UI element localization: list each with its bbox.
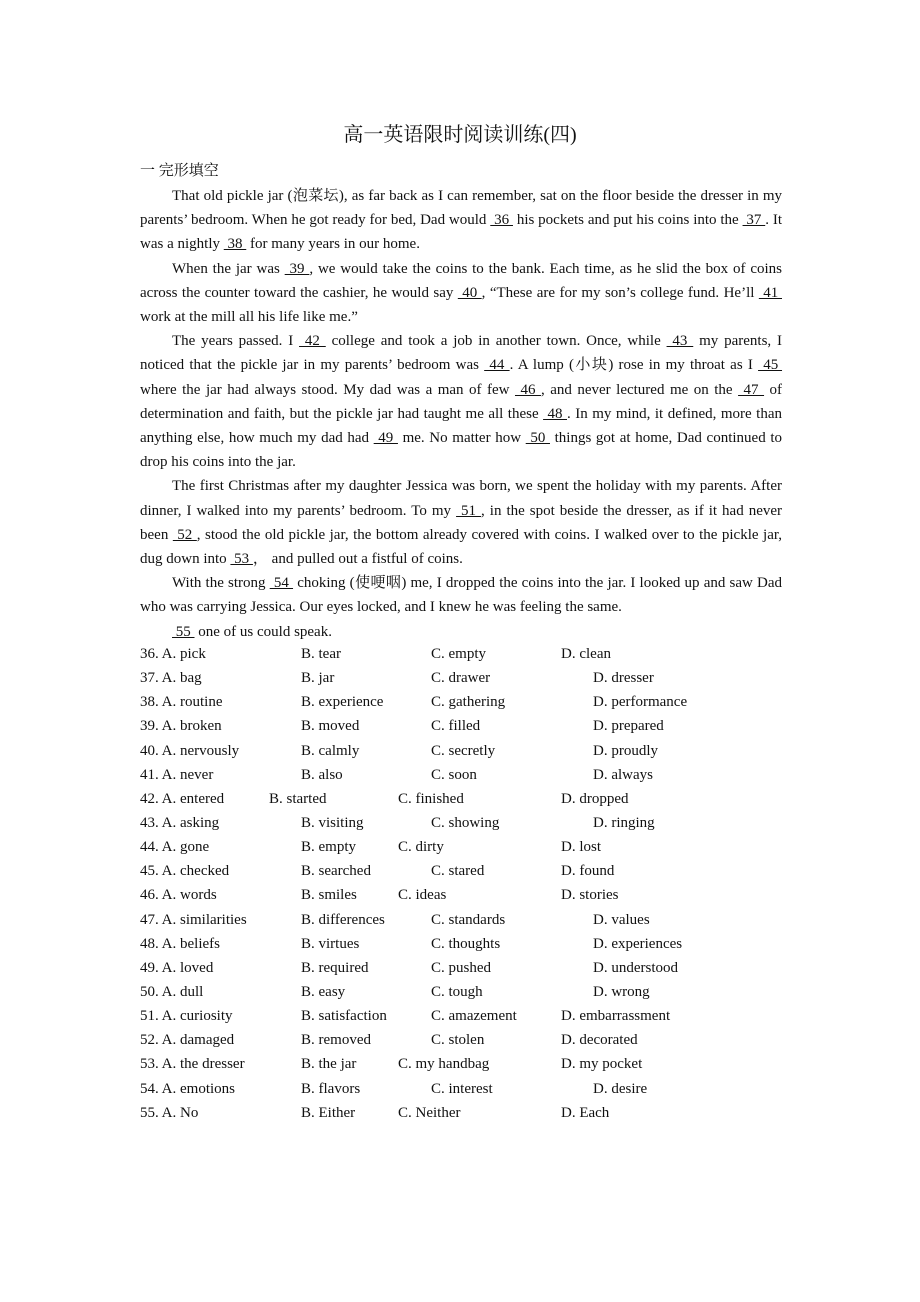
passage-text: one of us could speak. <box>194 623 332 640</box>
option-b: B. smiles <box>301 887 357 904</box>
option-b: B. differences <box>301 911 385 928</box>
option-d: D. experiences <box>593 935 683 952</box>
option-a: 40. A. nervously <box>140 742 240 759</box>
option-a: 43. A. asking <box>140 814 220 831</box>
option-b: B. jar <box>301 670 335 687</box>
option-b: B. the jar <box>301 1056 357 1073</box>
option-b: B. tear <box>301 646 341 662</box>
passage-paragraph <box>140 620 782 644</box>
option-a: 47. A. similarities <box>140 911 247 928</box>
option-b: B. experience <box>301 694 384 711</box>
option-b: B. removed <box>301 1032 371 1049</box>
option-d: D. proudly <box>593 742 658 759</box>
option-row <box>140 666 780 690</box>
answer-blank: 51 <box>456 502 482 519</box>
option-c: C. soon <box>431 766 477 783</box>
option-d: D. values <box>593 911 650 928</box>
option-c: C. Neither <box>398 1104 461 1121</box>
option-row <box>140 1101 780 1125</box>
option-row <box>140 1028 780 1052</box>
passage-text: With the strong <box>172 575 270 592</box>
option-d: D. embarrassment <box>561 1008 671 1025</box>
option-d: D. ringing <box>593 814 655 831</box>
answer-blank: 55 <box>172 623 195 640</box>
option-a: 51. A. curiosity <box>140 1008 233 1025</box>
option-d: D. decorated <box>561 1032 638 1049</box>
answer-blank: 39 <box>284 260 310 277</box>
passage-paragraph <box>140 329 782 474</box>
option-a: 55. A. No <box>140 1104 199 1121</box>
passage-text: ， and pulled out a fistful of coins. <box>252 551 463 568</box>
option-a: 53. A. the dresser <box>140 1056 245 1073</box>
option-a: 37. A. bag <box>140 670 202 687</box>
option-c: C. empty <box>431 646 486 662</box>
option-a: 38. A. routine <box>140 694 223 711</box>
option-c: C. amazement <box>431 1008 517 1025</box>
passage-text: my parents, I noticed that the pickle jar in my parents’ bedroom was <box>140 333 782 374</box>
answer-blank: 38 <box>223 236 247 253</box>
passage-text: work at the mill all his life like me.” <box>140 309 358 326</box>
answer-blank: 53 <box>230 551 253 568</box>
passage-text: of determination and faith, but the pickle jar had taught me all these <box>140 381 783 422</box>
option-row <box>140 980 780 1004</box>
option-b: B. required <box>301 959 369 976</box>
answer-blank: 54 <box>269 575 294 592</box>
option-b: B. started <box>269 790 327 807</box>
option-d: D. stories <box>561 887 619 904</box>
passage-text: . In my mind, it defined, more than anything else, how much my dad had <box>140 405 782 447</box>
option-d: D. clean <box>561 646 611 662</box>
answer-blank: 46 <box>514 381 541 398</box>
passage-text: . A lump (小块) rose in my throat as I <box>509 357 759 374</box>
option-d: D. Each <box>561 1104 610 1121</box>
passage-paragraph <box>140 571 782 619</box>
option-a: 48. A. beliefs <box>140 935 220 952</box>
option-row <box>140 932 780 956</box>
passage-text: things got at home, Dad continued to drop his coins into the jar. <box>140 430 782 471</box>
answer-blank: 40 <box>457 284 482 301</box>
passage-text: The years passed. I <box>172 333 300 350</box>
option-c: C. drawer <box>431 670 491 687</box>
option-b: B. flavors <box>301 1080 361 1097</box>
option-row <box>140 642 780 666</box>
option-b: B. Either <box>301 1104 356 1121</box>
passage-text: . It was a nightly <box>140 212 782 253</box>
option-d: D. dresser <box>593 670 654 687</box>
option-b: B. satisfaction <box>301 1008 387 1025</box>
option-a: 39. A. broken <box>140 718 222 735</box>
option-row <box>140 787 780 811</box>
passage-text: , we would take the coins to the bank. Each time, as he slid the box of coins across the counter toward the cashier, he would say <box>140 260 782 301</box>
option-d: D. dropped <box>561 790 629 807</box>
answer-blank: 52 <box>172 526 197 543</box>
answer-blank: 44 <box>484 357 510 374</box>
passage-text: for many years in our home. <box>246 236 420 253</box>
answer-blank: 36 <box>490 212 513 229</box>
passage-text: When the jar was <box>172 260 285 277</box>
option-d: D. always <box>593 766 653 783</box>
passage-text: where the jar had always stood. My dad was a man of few <box>140 381 515 398</box>
passage-paragraph <box>140 257 782 330</box>
option-a: 41. A. never <box>140 766 214 783</box>
passage-text: , and never lectured me on the <box>540 381 739 398</box>
option-a: 44. A. gone <box>140 839 210 856</box>
option-row <box>140 1004 780 1028</box>
answer-blank: 42 <box>299 333 326 350</box>
option-d: D. performance <box>593 694 688 711</box>
option-c: C. thoughts <box>431 935 501 952</box>
option-c: C. my handbag <box>398 1056 490 1073</box>
option-d: D. found <box>561 863 615 880</box>
cloze-passage <box>140 184 782 644</box>
answer-blank: 41 <box>758 284 782 301</box>
passage-text: , stood the old pickle jar, the bottom already covered with coins. I walked over to the pickle jar, dug down into <box>140 526 782 568</box>
option-b: B. moved <box>301 718 360 735</box>
passage-paragraph <box>140 184 782 257</box>
option-c: C. standards <box>431 911 506 928</box>
option-row <box>140 859 780 883</box>
answer-blank: 49 <box>373 430 398 447</box>
option-c: C. finished <box>398 790 464 807</box>
passage-text: college and took a job in another town. Once, while <box>325 333 667 350</box>
option-c: C. filled <box>431 718 481 735</box>
option-d: D. lost <box>561 839 602 856</box>
option-row <box>140 908 780 932</box>
option-row <box>140 956 780 980</box>
option-b: B. also <box>301 766 343 783</box>
passage-text: me. No matter how <box>397 430 526 447</box>
option-a: 54. A. emotions <box>140 1080 236 1097</box>
option-row <box>140 1052 780 1076</box>
option-row <box>140 1077 780 1101</box>
answer-blank: 48 <box>543 405 568 422</box>
passage-text: , “These are for my son’s college fund. He’ll <box>481 284 759 301</box>
passage-text: choking (使哽咽) me, I dropped the coins into the jar. I looked up and saw Dad who was carrying Jessica. Our eyes locked, and I knew he was feeling the same. <box>140 575 782 616</box>
option-c: C. showing <box>431 814 500 831</box>
passage-text: That old pickle jar (泡菜坛), as far back as I can remember, sat on the floor beside the dresser in my parents’ bedroom. When he got ready for bed, Dad would <box>140 188 782 229</box>
option-d: D. prepared <box>593 718 664 735</box>
option-c: C. interest <box>431 1080 493 1097</box>
option-a: 45. A. checked <box>140 863 230 880</box>
option-row <box>140 714 780 738</box>
option-a: 50. A. dull <box>140 983 204 1000</box>
option-row <box>140 763 780 787</box>
option-b: B. easy <box>301 983 346 1000</box>
option-c: C. stolen <box>431 1032 485 1049</box>
option-c: C. ideas <box>398 887 447 904</box>
answer-blank: 45 <box>758 357 783 374</box>
option-row <box>140 739 780 763</box>
page-title: 高一英语限时阅读训练(四) <box>343 124 577 146</box>
option-b: B. empty <box>301 839 356 856</box>
option-d: D. desire <box>593 1080 648 1097</box>
option-c: C. stared <box>431 863 485 880</box>
option-b: B. calmly <box>301 742 360 759</box>
answer-blank: 47 <box>738 381 765 398</box>
answer-blank: 50 <box>525 430 550 447</box>
option-b: B. visiting <box>301 814 364 831</box>
passage-text: The first Christmas after my daughter Jessica was born, we spent the holiday with my parents. After dinner, I walked into my parents’ bedroom. To my <box>140 478 782 519</box>
answer-blank: 43 <box>666 333 694 350</box>
option-row <box>140 811 780 835</box>
option-d: D. understood <box>593 959 678 976</box>
passage-text: his pockets and put his coins into the <box>512 212 743 229</box>
option-c: C. dirty <box>398 839 444 856</box>
passage-paragraph <box>140 474 782 571</box>
option-row <box>140 835 780 859</box>
passage-text: , in the spot beside the dresser, as if it had never been <box>140 502 783 543</box>
option-d: D. my pocket <box>561 1056 643 1073</box>
option-a: 46. A. words <box>140 887 217 904</box>
option-c: C. secretly <box>431 742 496 759</box>
option-c: C. tough <box>431 983 483 1000</box>
section-heading: 一 完形填空 <box>140 163 219 179</box>
answer-blank: 37 <box>742 212 766 229</box>
option-d: D. wrong <box>593 983 650 1000</box>
option-row <box>140 883 780 907</box>
option-b: B. searched <box>301 863 371 880</box>
option-c: C. pushed <box>431 959 491 976</box>
option-c: C. gathering <box>431 694 506 711</box>
option-a: 49. A. loved <box>140 959 214 976</box>
option-a: 42. A. entered <box>140 790 225 807</box>
option-a: 36. A. pick <box>140 646 206 662</box>
option-a: 52. A. damaged <box>140 1032 235 1049</box>
options-list <box>140 642 780 1125</box>
option-row <box>140 690 780 714</box>
option-b: B. virtues <box>301 935 360 952</box>
